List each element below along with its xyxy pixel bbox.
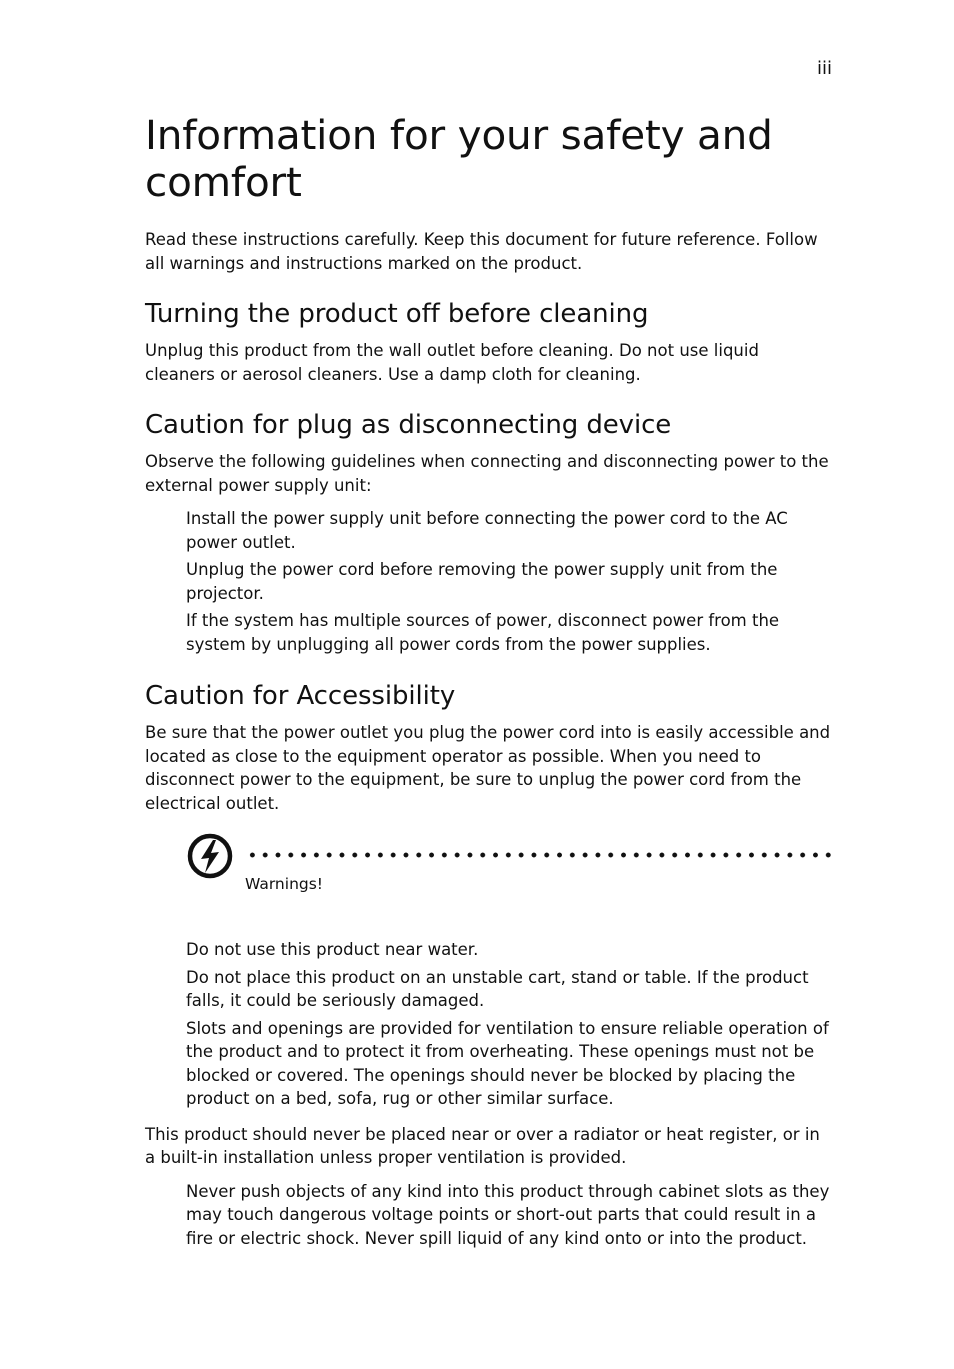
list-item: Never push objects of any kind into this product through cabinet slots as they may touch dangerous voltage points or short-out parts that could result in a fire or electric shock. Never spill liquid of any kind onto or into the product. — [186, 1181, 830, 1248]
list-item: Do not place this product on an unstable cart, stand or table. If the product falls, it could be seriously damaged. — [186, 967, 809, 1010]
page-number: iii — [816, 58, 832, 79]
page-title: Information for your safety and comfort — [145, 111, 773, 206]
document-content — [145, 112, 833, 1254]
list-item: Install the power supply unit before connecting the power cord to the AC power outlet. — [186, 509, 788, 552]
plug-paragraph: Observe the following guidelines when connecting and disconnecting power to the external power supply unit: — [145, 452, 829, 495]
section-heading-plug: Caution for plug as disconnecting device — [145, 410, 672, 440]
accessibility-paragraph: Be sure that the power outlet you plug the power cord into is easily accessible and located as close to the equipment operator as possible. When you need to disconnect power to the equipment, be sure to unplug the power cord from the electrical outlet. — [145, 723, 831, 813]
dotted-divider — [246, 852, 833, 858]
list-item: Do not use this product near water. — [186, 940, 479, 959]
lightning-warning-icon — [186, 832, 234, 880]
radiator-paragraph: This product should never be placed near or over a radiator or heat register, or in a built-in installation unless proper ventilation is provided. — [145, 1124, 820, 1167]
warnings-label: Warnings! — [245, 875, 324, 893]
list-item: Unplug the power cord before removing the power supply unit from the projector. — [186, 560, 778, 603]
cleaning-paragraph: Unplug this product from the wall outlet before cleaning. Do not use liquid cleaners or aerosol cleaners. Use a damp cloth for cleaning. — [145, 341, 759, 384]
warnings-list — [186, 938, 833, 1111]
list-item: Slots and openings are provided for ventilation to ensure reliable operation of the product and to protect it from overheating. These openings must not be blocked or covered. The openings should never be blocked by placing the product on a bed, sofa, rug or other similar surface. — [186, 1018, 829, 1108]
list-item: If the system has multiple sources of power, disconnect power from the system by unplugging all power cords from the power supplies. — [186, 611, 780, 654]
objects-list — [186, 1180, 833, 1251]
section-heading-accessibility: Caution for Accessibility — [145, 681, 456, 711]
section-heading-cleaning: Turning the product off before cleaning — [145, 299, 649, 329]
intro-paragraph: Read these instructions carefully. Keep this document for future reference. Follow all warnings and instructions marked on the product. — [145, 230, 818, 273]
warning-callout — [186, 832, 833, 898]
plug-guidelines-list — [186, 507, 833, 656]
